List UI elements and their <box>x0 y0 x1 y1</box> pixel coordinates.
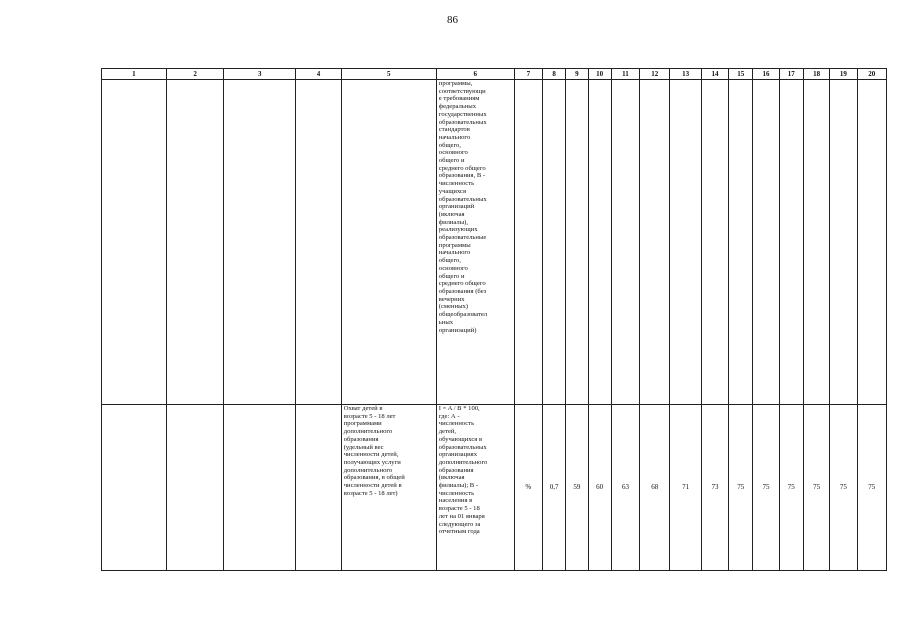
table-cell <box>102 405 167 571</box>
table-cell <box>670 80 701 405</box>
value-cell: 59 <box>566 405 588 571</box>
table-cell <box>543 80 566 405</box>
value-cell: 60 <box>588 405 611 571</box>
table-cell <box>611 80 639 405</box>
table-cell <box>224 80 296 405</box>
header-cell: 10 <box>588 69 611 80</box>
header-cell: 16 <box>753 69 779 80</box>
table-cell <box>102 80 167 405</box>
value-cell: 0,7 <box>543 405 566 571</box>
value-cell: 75 <box>729 405 753 571</box>
table-cell <box>779 80 803 405</box>
table-cell <box>701 80 728 405</box>
header-cell: 3 <box>224 69 296 80</box>
header-cell: 19 <box>830 69 857 80</box>
table-cell <box>588 80 611 405</box>
header-cell: 5 <box>341 69 436 80</box>
value-cell: 75 <box>779 405 803 571</box>
table-cell <box>753 80 779 405</box>
header-cell: 6 <box>436 69 514 80</box>
header-cell: 1 <box>102 69 167 80</box>
header-cell: 2 <box>166 69 224 80</box>
table-cell <box>166 80 224 405</box>
header-cell: 7 <box>514 69 542 80</box>
header-cell: 15 <box>729 69 753 80</box>
unit-cell: % <box>514 405 542 571</box>
header-cell: 4 <box>296 69 342 80</box>
indicator-table <box>101 68 887 571</box>
header-cell: 11 <box>611 69 639 80</box>
header-cell: 12 <box>640 69 670 80</box>
page-number: 86 <box>447 14 458 26</box>
table-cell <box>729 80 753 405</box>
value-cell: 68 <box>640 405 670 571</box>
header-cell: 9 <box>566 69 588 80</box>
header-cell: 14 <box>701 69 728 80</box>
table-cell <box>224 405 296 571</box>
header-cell: 17 <box>779 69 803 80</box>
table-cell <box>566 80 588 405</box>
formula-description-cell: I = A / B * 100, где: А - численность детей, обучающихся в образовательных организациях дополнительного образования (включая филиалы); В - численность населения в возрасте 5 - 18 лет на 01 января следующего за отчетным года <box>436 405 514 571</box>
table-row <box>102 405 887 571</box>
header-cell: 13 <box>670 69 701 80</box>
header-cell: 20 <box>857 69 886 80</box>
table-cell <box>803 80 829 405</box>
value-cell: 73 <box>701 405 728 571</box>
value-cell: 63 <box>611 405 639 571</box>
table-cell <box>296 80 342 405</box>
table-cell <box>166 405 224 571</box>
value-cell: 71 <box>670 405 701 571</box>
header-cell: 18 <box>803 69 829 80</box>
value-cell: 75 <box>857 405 886 571</box>
table-cell <box>296 405 342 571</box>
table-cell <box>857 80 886 405</box>
table-cell <box>514 80 542 405</box>
table-row <box>102 80 887 405</box>
value-cell: 75 <box>803 405 829 571</box>
formula-description-cell: программы, соответствующи е требованиям федеральных государственных образовательных стандартов начального общего, основного общего и среднего общего образования, В - численность учащихся образовательных организаций (включая филиалы), реализующих образовательные программы начального общего, основного общего и среднего общего образования (без вечерних (сменных) общеобразовател ьных организаций) <box>436 80 514 405</box>
indicator-name-cell: Охват детей в возрасте 5 - 18 лет программами дополнительного образования (удельный вес численности детей, получающих услуги дополнительного образования, в общей численности детей в возрасте 5 - 18 лет) <box>341 405 436 571</box>
value-cell: 75 <box>830 405 857 571</box>
table-cell <box>830 80 857 405</box>
value-cell: 75 <box>753 405 779 571</box>
header-row <box>102 69 887 80</box>
header-cell: 8 <box>543 69 566 80</box>
table-cell <box>640 80 670 405</box>
table-cell <box>341 80 436 405</box>
